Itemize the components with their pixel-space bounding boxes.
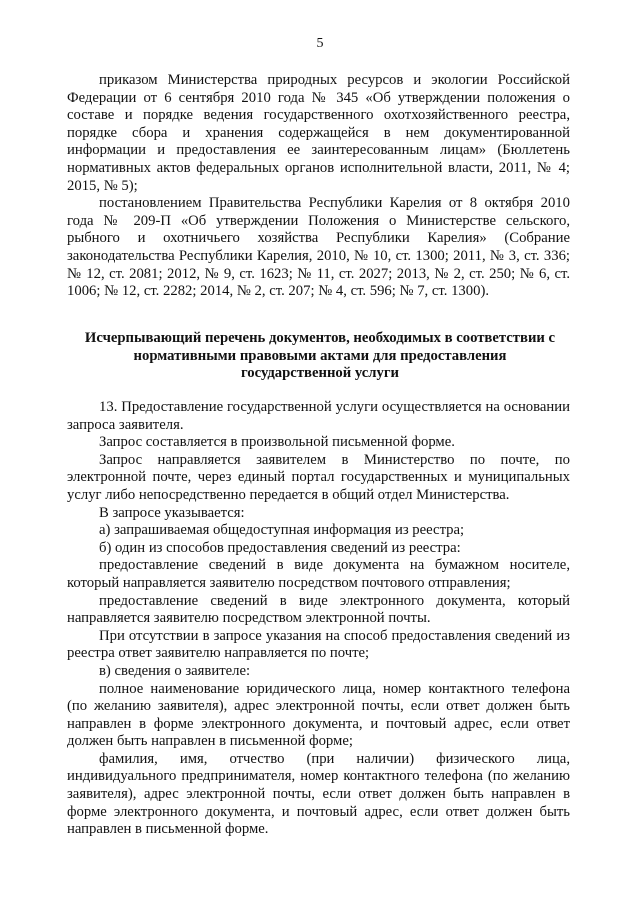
paragraph: предоставление сведений в виде электронного документа, который направляется заявителю посредством электронной почты. xyxy=(67,592,570,627)
heading-line: Исчерпывающий перечень документов, необходимых в соответствии с xyxy=(84,330,556,346)
list-item-a: а) запрашиваемая общедоступная информация из реестра; xyxy=(99,522,465,539)
paragraph: предоставление сведений в виде документа на бумажном носителе, который направляется заявителю посредством почтового отправления; xyxy=(67,557,570,591)
paragraph: Запрос направляется заявителем в Министерство по почте, по электронной почте, через единый портал государственных и муниципальных услуг либо непосредственно передается в общий отдел Министерства. xyxy=(67,451,570,503)
list-item-b: б) один из способов предоставления сведений из реестра: xyxy=(99,539,461,556)
list-item-v: в) сведения о заявителе: xyxy=(99,662,251,679)
paragraph: В запросе указывается: xyxy=(99,504,245,521)
paragraph: При отсутствии в запросе указания на способ предоставления сведений из реестра ответ заявителю направляется по почте; xyxy=(67,627,570,662)
documents-section xyxy=(67,399,570,839)
legal-basis-continuation xyxy=(67,72,570,301)
section-heading xyxy=(60,330,580,383)
page-number: 5 xyxy=(316,36,324,51)
paragraph-order-345: приказом Министерства природных ресурсов и экологии Российской Федерации от 6 сентября 2010 года № 345 «Об утверждении положения о составе и порядке ведения государственного охотхозяйственного реестра, порядке сбора и хранения содержащейся в нем документированной информации и предоставления ее заинтересованным лицам» (Бюллетень нормативных актов федеральных органов исполнительной власти, 2011, № 4; 2015, № 5); xyxy=(67,72,570,194)
paragraph-item-13: 13. Предоставление государственной услуги осуществляется на основании запроса заявителя. xyxy=(67,399,570,433)
paragraph: полное наименование юридического лица, номер контактного телефона (по желанию заявителя), адрес электронной почты, если ответ должен быть направлен в форме электронного документа, и почтовый адрес, если ответ должен быть направлен в письменной форме; xyxy=(67,680,570,750)
heading-line: государственной услуги xyxy=(240,365,400,382)
paragraph: Запрос составляется в произвольной письменной форме. xyxy=(99,434,455,451)
paragraph-resolution-209p: постановлением Правительства Республики Карелия от 8 октября 2010 года № 209-П «Об утверждении Положения о Министерстве сельского, рыбного и охотничьего хозяйства Республики Карелия» (Собрание законодательства Республики Карелия, 2010, № 10, ст. 1300; 2011, № 3, ст. 336; № 12, ст. 2081; 2012, № 9, ст. 1623; № 11, ст. 2027; 2013, № 2, ст. 250; № 6, ст. 1006; № 12, ст. 2282; 2014, № 2, ст. 207; № 4, ст. 596; № 7, ст. 1300). xyxy=(67,195,570,300)
paragraph: фамилия, имя, отчество (при наличии) физического лица, индивидуального предпринимателя, номер контактного телефона (по желанию заявителя), адрес электронной почты, если ответ должен быть направлен в форме электронного документа, и почтовый адрес, если ответ должен быть направлен в письменной форме. xyxy=(67,750,570,838)
heading-line: нормативными правовыми актами для предоставления xyxy=(133,347,507,364)
